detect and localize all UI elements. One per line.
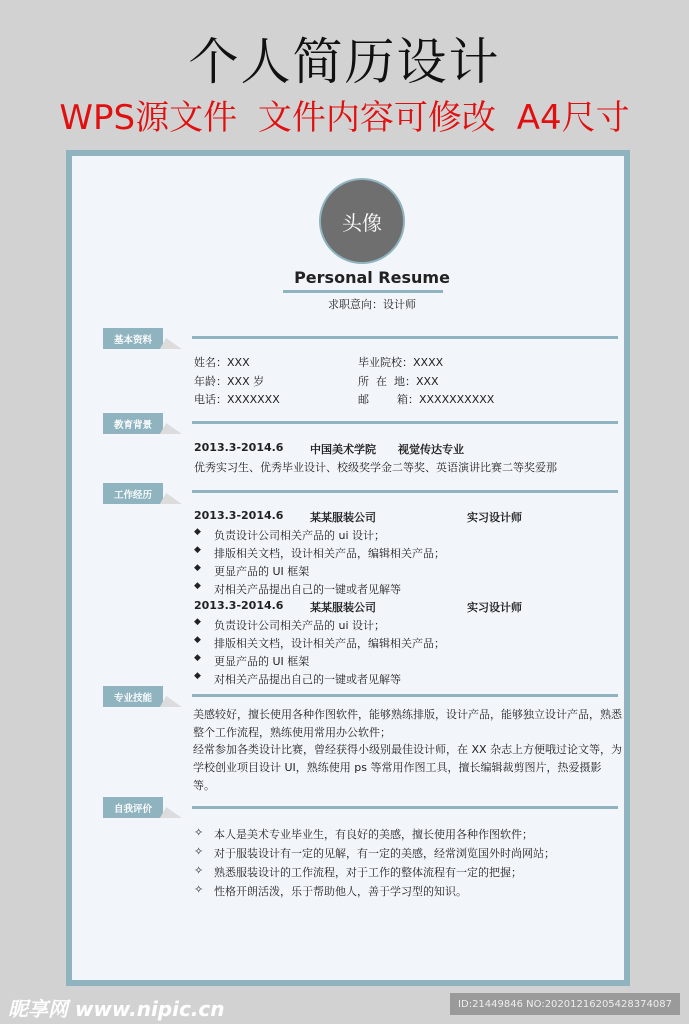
avatar: 头像 [319,178,405,264]
info-location: 所 在 地：XXX [358,375,439,388]
sparkle-bullet-icon: ✧ [194,826,204,839]
job-duty: 更显产品的 UI 框架 [214,565,310,578]
self-eval-item: 熟悉服装设计的工作流程，对于工作的整体流程有一定的把握； [214,866,522,879]
job-date: 2013.3-2014.6 [194,599,284,612]
section-label-work: 工作经历 [103,483,163,504]
section-divider [192,336,618,339]
page-title: 个人简历设计 [188,33,501,91]
diamond-bullet-icon: ◆ [194,617,201,627]
job-duty: 对相关产品提出自己的一键或者见解等 [214,583,401,596]
section-divider [192,421,618,424]
section-label-self: 自我评价 [103,797,163,818]
image-id: ID:21449846 NO:20201216205428374087 [450,993,680,1015]
info-phone: 电话：XXXXXXX [194,393,280,406]
self-eval-item: 性格开朗活泼，乐于帮助他人，善于学习型的知识。 [214,885,467,898]
edu-date: 2013.3-2014.6 [194,441,284,454]
skills-paragraph-1: 美感较好，擅长使用各种作图软件，能够熟练排版，设计产品，能够独立设计产品，熟悉整个工作流程，熟练使用常用办公软件； [193,708,622,739]
job-duty: 对相关产品提出自己的一键或者见解等 [214,673,401,686]
diamond-bullet-icon: ◆ [194,563,201,573]
edu-school: 中国美术学院 [310,443,376,456]
section-label-skills: 专业技能 [103,686,163,707]
divider [283,290,443,293]
edu-desc: 优秀实习生、优秀毕业设计、校级奖学金二等奖、英语演讲比赛二等奖爱那 [194,461,557,474]
section-divider [192,806,618,809]
diamond-bullet-icon: ◆ [194,545,201,555]
section-divider [192,694,618,697]
job-duty: 更显产品的 UI 框架 [214,655,310,668]
info-email: 邮 箱：XXXXXXXXXX [358,393,495,406]
self-eval-item: 本人是美术专业毕业生，有良好的美感，擅长使用各种作图软件； [214,828,533,841]
diamond-bullet-icon: ◆ [194,671,201,681]
sparkle-bullet-icon: ✧ [194,845,204,858]
job-duty: 负责设计公司相关产品的 ui 设计； [214,619,386,632]
diamond-bullet-icon: ◆ [194,527,201,537]
diamond-bullet-icon: ◆ [194,581,201,591]
skills-paragraph-2: 经常参加各类设计比赛，曾经获得小级别最佳设计师，在 XX 杂志上方便哦过论文等，为学校创业项目设计 UI，熟练使用 ps 等常用作图工具，擅长编辑裁剪图片，热爱摄影等。 [193,743,623,792]
edu-major: 视觉传达专业 [398,443,464,456]
diamond-bullet-icon: ◆ [194,653,201,663]
section-label-education: 教育背景 [103,413,163,434]
diamond-bullet-icon: ◆ [194,635,201,645]
self-eval-item: 对于服装设计有一定的见解，有一定的美感，经常浏览国外时尚网站； [214,847,555,860]
info-age: 年龄：XXX 岁 [194,375,265,388]
section-divider [192,490,618,493]
sparkle-bullet-icon: ✧ [194,883,204,896]
info-name: 姓名：XXX [194,356,250,369]
watermark-logo: 昵享网 www.nipic.cn [8,997,225,1021]
section-label-basic: 基本资料 [103,328,163,349]
sparkle-bullet-icon: ✧ [194,864,204,877]
job-date: 2013.3-2014.6 [194,509,284,522]
job-duty: 负责设计公司相关产品的 ui 设计； [214,529,386,542]
job-duty: 排版相关文档，设计相关产品，编辑相关产品； [214,637,445,650]
resume-name: Personal Resume [294,268,450,287]
job-title: 实习设计师 [467,511,522,524]
info-school: 毕业院校：XXXX [358,356,444,369]
job-duty: 排版相关文档，设计相关产品，编辑相关产品； [214,547,445,560]
job-title: 实习设计师 [467,601,522,614]
job-intention: 求职意向：设计师 [328,298,416,311]
job-company: 某某服装公司 [310,511,376,524]
job-company: 某某服装公司 [310,601,376,614]
page-subtitle: WPS源文件 文件内容可修改 A4尺寸 [59,98,630,138]
